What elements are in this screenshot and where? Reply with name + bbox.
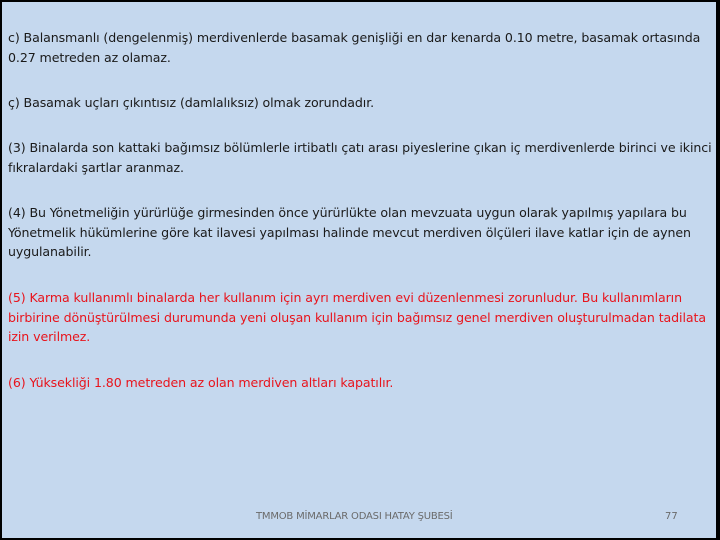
paragraph-4: (4) Bu Yönetmeliğin yürürlüğe girmesinden önce yürürlükte olan mevzuata uygun olarak yapılmış yapılara bu Yönetmelik hükümlerine göre kat ilavesi yapılması halinde mevcut merdiven ölçüleri ilave katlar için de aynen uygulanabilir. bbox=[8, 205, 691, 259]
slide bbox=[2, 2, 716, 538]
paragraph-3: (3) Binalarda son kattaki bağımsız bölümlerle irtibatlı çatı arası piyeslerine çıkan iç merdivenlerde birinci ve ikinci fıkralardaki şartlar aranmaz. bbox=[8, 140, 712, 175]
paragraph-6-highlighted: (6) Yüksekliği 1.80 metreden az olan merdiven altları kapatılır. bbox=[8, 375, 394, 390]
paragraph-5-highlighted: (5) Karma kullanımlı binalarda her kullanım için ayrı merdiven evi düzenlenmesi zorunludur. Bu kullanımların birbirine dönüştürülmesi durumunda yeni oluşan kullanım için bağımsız genel merdiven oluşturulmadan tadilata izin verilmez. bbox=[8, 290, 706, 344]
slide-footer bbox=[2, 508, 716, 528]
paragraph-c: c) Balansmanlı (dengelenmiş) merdivenlerde basamak genişliği en dar kenarda 0.10 metre, basamak ortasında 0.27 metreden az olamaz. bbox=[8, 30, 701, 65]
page-number: 77 bbox=[665, 511, 678, 522]
footer-organization: TMMOB MİMARLAR ODASI HATAY ŞUBESİ bbox=[256, 511, 453, 522]
paragraph-c-cedilla: ç) Basamak uçları çıkıntısız (damlalıksız) olmak zorundadır. bbox=[8, 95, 375, 110]
